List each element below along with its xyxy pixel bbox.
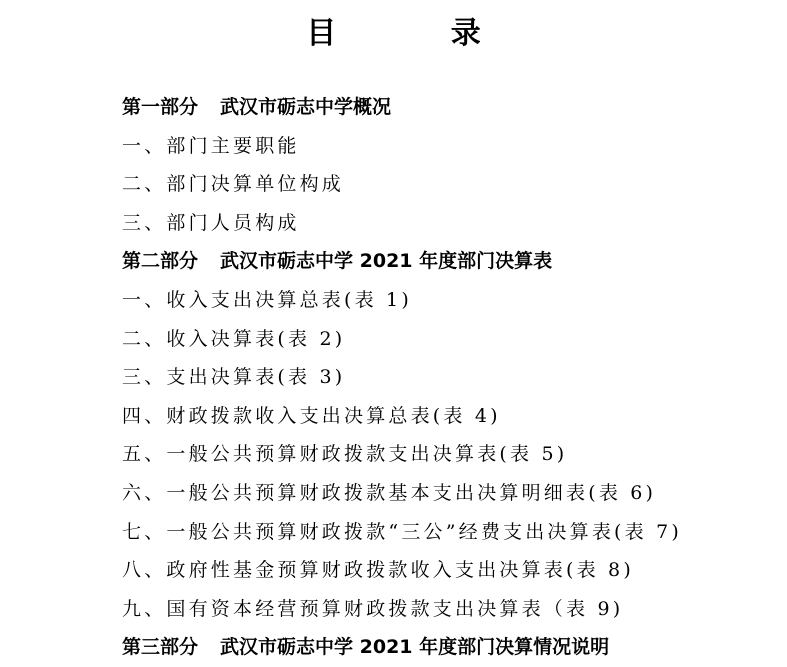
toc-item: 一、收入支出决算总表(表 1) bbox=[122, 288, 412, 311]
toc-part-label: 第一部分 bbox=[122, 96, 199, 118]
toc-item: 二、收入决算表(表 2) bbox=[122, 327, 346, 350]
toc-part-2 bbox=[122, 242, 772, 281]
toc-item: 二、部门决算单位构成 bbox=[122, 173, 345, 196]
toc-part-title: 武汉市砺志中学 2021 年度部门决算情况说明 bbox=[220, 636, 610, 659]
toc-item: 七、一般公共预算财政拨款“三公”经费支出决算表(表 7) bbox=[122, 520, 682, 543]
toc-part-3 bbox=[122, 628, 772, 667]
toc-part-title: 武汉市砺志中学 2021 年度部门决算表 bbox=[220, 250, 553, 273]
toc-item: 八、政府性基金预算财政拨款收入支出决算表(表 8) bbox=[122, 559, 634, 582]
toc-item: 五、一般公共预算财政拨款支出决算表(表 5) bbox=[122, 443, 568, 466]
toc-item: 三、部门人员构成 bbox=[122, 211, 300, 234]
toc-item: 三、支出决算表(表 3) bbox=[122, 366, 346, 389]
toc-part-label: 第三部分 bbox=[122, 636, 199, 659]
table-of-contents bbox=[122, 88, 772, 667]
toc-part-title: 武汉市砺志中学概况 bbox=[220, 96, 392, 118]
toc-item: 九、国有资本经营预算财政拨款支出决算表（表 9) bbox=[122, 597, 624, 620]
toc-item: 一、部门主要职能 bbox=[122, 134, 300, 157]
toc-part-1 bbox=[122, 88, 772, 127]
toc-item: 六、一般公共预算财政拨款基本支出决算明细表(表 6) bbox=[122, 481, 657, 504]
toc-item: 四、财政拨款收入支出决算总表(表 4) bbox=[122, 404, 501, 427]
toc-title: 目 录 bbox=[306, 16, 533, 51]
toc-part-label: 第二部分 bbox=[122, 250, 199, 273]
